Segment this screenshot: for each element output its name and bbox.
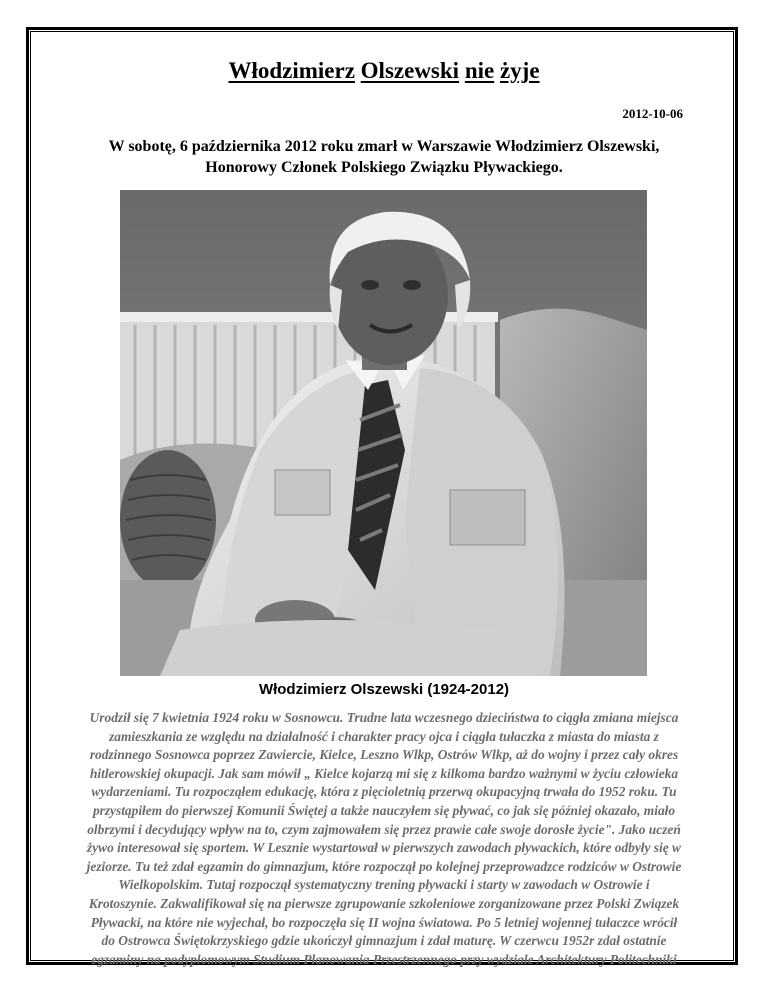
body-line: Krotoszynie. Zakwalifikował się na pierwsze zgrupowanie szkoleniowe zorganizowane przez Polski Związek	[88, 895, 680, 911]
lead-line: W sobotę, 6 października 2012 roku zmarł w Warszawie Włodzimierz Olszewski,	[108, 138, 660, 155]
lead-line: Honorowy Członek Polskiego Związku Pływackiego.	[205, 159, 563, 176]
portrait-photo-illustration	[120, 190, 647, 676]
body-line: do Ostrowca Świętokrzyskiego gdzie ukończył gimnazjum i zdał maturę. W czerwcu 1952r zdał ostatnie	[101, 933, 667, 949]
body-line: hitlerowskiej okupacji. Jak sam mówił „ Kielce kojarzą mi się z kilkoma bardzo ważnymi w życiu człowieka	[89, 765, 679, 781]
title-word: nie	[464, 58, 495, 83]
title-word: żyje	[499, 58, 540, 83]
biography-text	[34, 709, 734, 969]
body-line: Wielkopolskim. Tutaj rozpoczął systematyczny trening pływacki i starty w zawodach w Ostrowie i	[118, 877, 650, 893]
body-line: Urodził się 7 kwietnia 1924 roku w Sosnowcu. Trudne lata wczesnego dzieciństwa to ciągła zmiana miejsca	[89, 710, 679, 725]
body-line: żywo interesował się sportem. W Lesznie wystartował w pierwszych zawodach pływackich, które odbyły się w	[87, 840, 681, 856]
page-title	[0, 58, 768, 84]
body-line: jeziorze. Tu też zdał egzamin do gimnazjum, które rozpoczął po kolejnej przeprowadzce rodziców w Ostrowie	[86, 858, 682, 874]
body-line: egzaminy na podyplomowym Studium Planowania Przestrzennego przy wydziale Architektury Politechniki	[91, 951, 677, 967]
body-line: rodzinnego Sosnowca poprzez Zawiercie, Kielce, Leszno Wlkp, Ostrów Wlkp, aż do wojny i przez cały okres	[89, 747, 679, 763]
photo-caption: Włodzimierz Olszewski (1924-2012)	[258, 681, 510, 698]
title-word: Włodzimierz	[228, 58, 355, 83]
body-line: olbrzymi i decydujący wpływ na to, czym zajmowałem się przez prawie całe swoje dorosłe życie". Jako uczeń	[87, 821, 681, 837]
lead-paragraph	[40, 136, 728, 178]
body-line: wydarzeniami. Tu rozpocząłem edukację, która z pięcioletnią przerwą okupacyjną trwała do 1952 roku. Tu	[91, 784, 677, 800]
body-line: przystąpiłem do pierwszej Komunii Świętej a także nauczyłem się pływać, co jak się później okazało, miało	[92, 802, 676, 818]
body-line: zamieszkania ze względu na działalność i charakter pracy ojca i ciągła tułaczka z miasta do miasta z	[109, 728, 659, 744]
body-line: Pływacki, na które nie wyjechał, bo rozpoczęła się II wojna światowa. Po 5 letniej wojennej tułaczce wrócił	[90, 914, 678, 930]
portrait-photo	[120, 190, 647, 676]
title-word: Olszewski	[360, 58, 460, 83]
publication-date: 2012-10-06	[622, 106, 683, 121]
